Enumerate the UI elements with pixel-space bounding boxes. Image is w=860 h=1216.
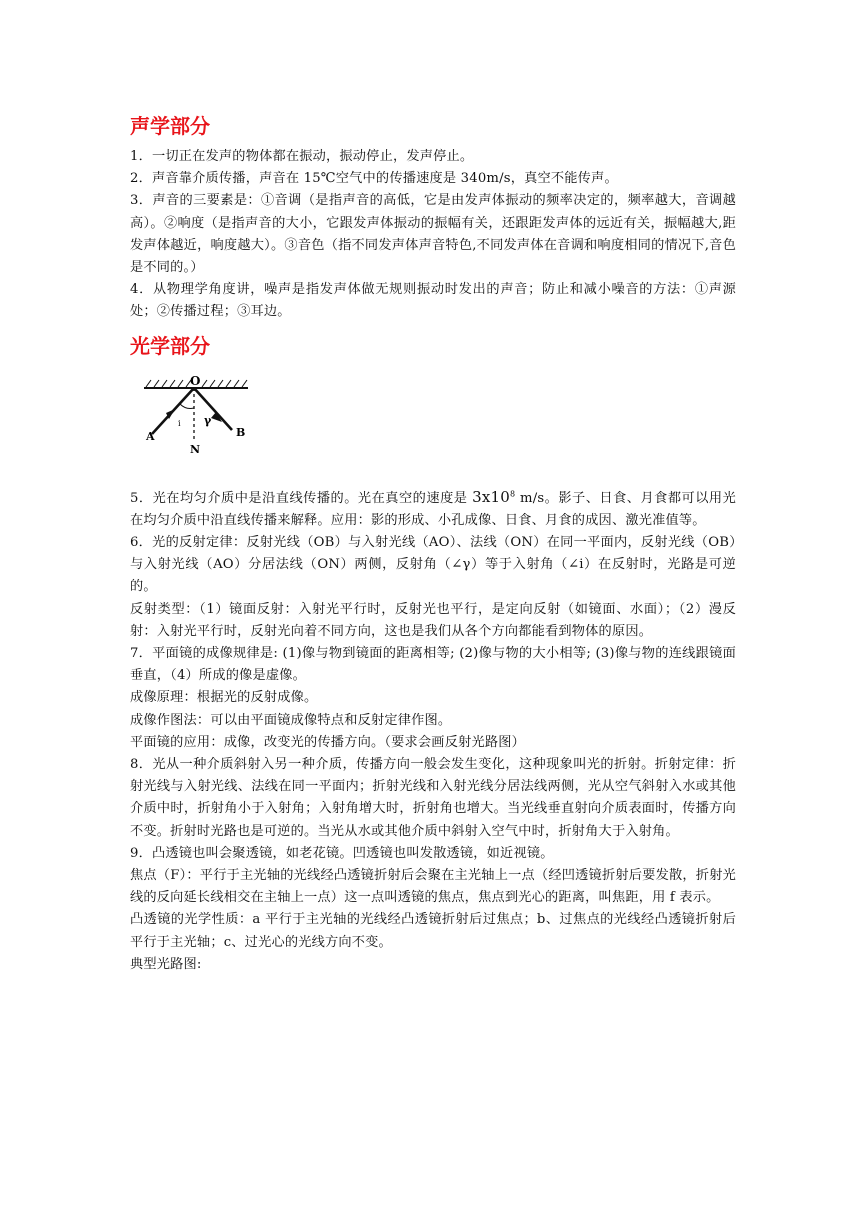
- label-gamma: γ: [204, 413, 212, 427]
- section-title-acoustics: 声学部分: [130, 114, 210, 138]
- optics-item-5: [130, 486, 736, 532]
- reflection-types: 反射类型：（1）镜面反射：入射光平行时，反射光也平行，是定向反射（如镜面、水面）；（2）漫反射：入射光平行时，反射光向着不同方向，这也是我们从各个方向都能看到物体的原因。: [130, 601, 736, 639]
- optics-item-8: 8．光从一种介质斜射入另一种介质，传播方向一般会发生变化，这种现象叫光的折射。折射定律：折射光线与入射光线、法线在同一平面内；折射光线和入射光线分居法线两侧，光从空气斜射入水或其他介质中时，折射角小于入射角；入射角增大时，折射角也增大。当光线垂直射向介质表面时，传播方向不变。折射时光路也是可逆的。当光从水或其他介质中斜射入空气中时，折射角大于入射角。: [130, 757, 736, 839]
- imaging-drawing-method: 成像作图法：可以由平面镜成像特点和反射定律作图。: [130, 712, 452, 728]
- light-speed-exponent: 8: [510, 489, 516, 499]
- acoustics-item-2: 2．声音靠介质传播，声音在 15℃空气中的传播速度是 340m/s，真空不能传声。: [130, 171, 618, 187]
- label-o: O: [190, 373, 201, 388]
- imaging-principle: 成像原理：根据光的反射成像。: [130, 690, 318, 706]
- section-title-optics: 光学部分: [130, 333, 210, 358]
- item5-suffix: m/s。影子、日食、月食都可以用光在均匀介质中沿直线传播来解释。应用：影的形成、小孔成像、日食、月食的成因、激光准值等。: [130, 490, 736, 528]
- item5-prefix: 5．光在均匀介质中是沿直线传播的。光在真空的速度是: [130, 490, 473, 506]
- acoustics-item-1: 1．一切正在发声的物体都在振动，振动停止，发声停止。: [130, 149, 474, 164]
- label-i: i: [178, 418, 181, 428]
- focus-definition: 焦点（F）：平行于主光轴的光线经凸透镜折射后会聚在主光轴上一点（经凹透镜折射后要发散，折射光线的反向延长线相交在主轴上一点）这一点叫透镜的焦点，焦点到光心的距离，叫焦距，用 f 表示。: [130, 868, 736, 906]
- label-b: B: [236, 425, 246, 439]
- optics-item-7: 7．平面镜的成像规律是: (1)像与物到镜面的距离相等; (2)像与物的大小相等; (3)像与物的连线跟镜面垂直，（4）所成的像是虚像。: [130, 646, 736, 684]
- typical-ray-diagram-label: 典型光路图:: [130, 956, 202, 972]
- convex-lens-properties: 凸透镜的光学性质：a 平行于主光轴的光线经凸透镜折射后过焦点；b、过焦点的光线经凸透镜折射后平行于主光轴；c、过光心的光线方向不变。: [130, 912, 736, 950]
- optics-item-9: 9．凸透镜也叫会聚透镜，如老花镜。凹透镜也叫发散透镜，如近视镜。: [130, 845, 554, 861]
- plane-mirror-applications: 平面镜的应用：成像，改变光的传播方向。（要求会画反射光路图）: [130, 734, 526, 750]
- label-a: A: [146, 429, 155, 443]
- label-n: N: [190, 442, 201, 454]
- document-page: [130, 112, 736, 976]
- acoustics-item-4: 4．从物理学角度讲，噪声是指发声体做无规则振动时发出的声音；防止和减小噪音的方法：①声源处；②传播过程；③耳边。: [130, 282, 736, 320]
- acoustics-item-3: 3．声音的三要素是：①音调（是指声音的高低，它是由发声体振动的频率决定的，频率越大，音调越高）。②响度（是指声音的大小，它跟发声体振动的振幅有关，还跟距发声体的远近有关，振幅越大,距发声体越近，响度越大）。③音色（指不同发声体声音特色,不同发声体在音调和响度相同的情况下,音色是不同的。）: [130, 193, 736, 276]
- optics-item-6: 6．光的反射定律：反射光线（OB）与入射光线（AO）、法线（ON）在同一平面内，反射光线（OB）与入射光线（AO）分居法线（ON）两侧，反射角（∠γ）等于入射角（∠i）在反射时，光路是可逆的。: [130, 535, 736, 595]
- light-speed-value: 3x10: [472, 487, 511, 506]
- reflection-diagram: [136, 374, 256, 454]
